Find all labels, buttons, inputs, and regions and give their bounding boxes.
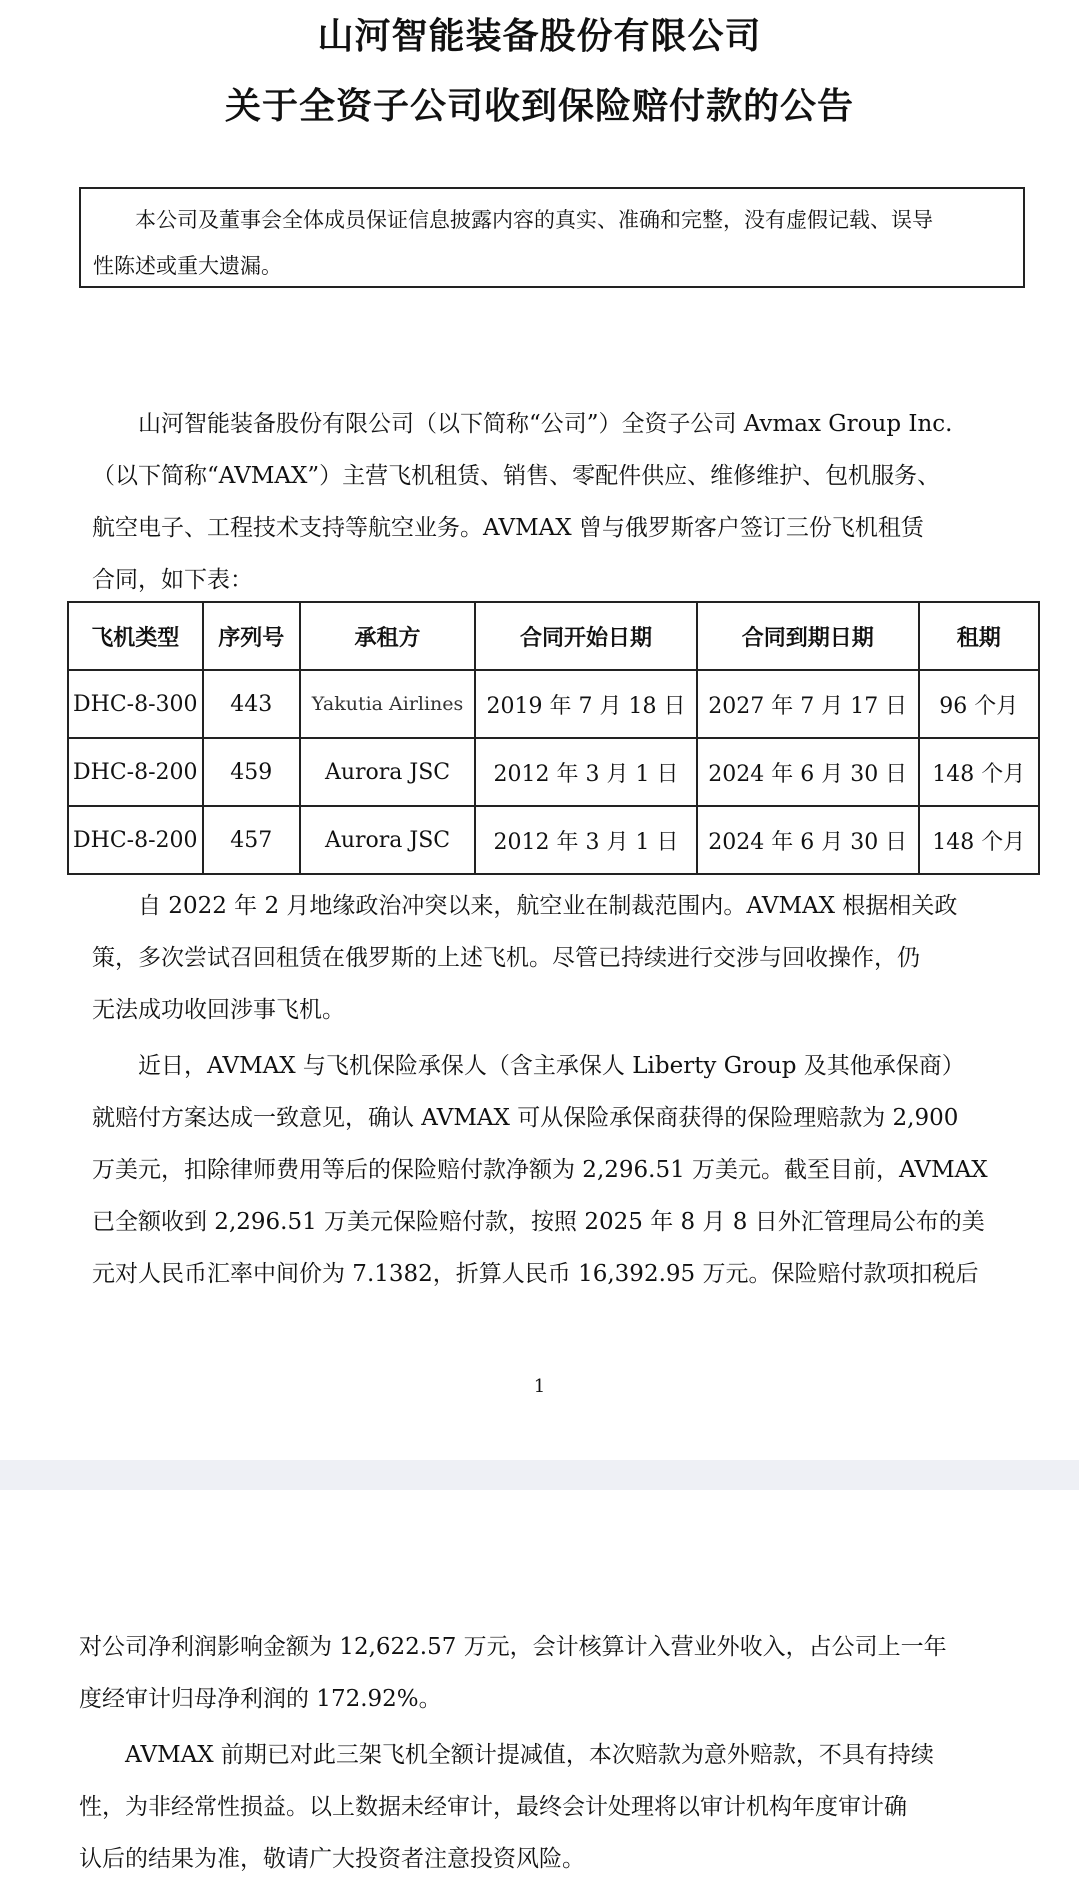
page-separator: [0, 1460, 1079, 1490]
lease-contracts-table: [67, 601, 1040, 875]
column-header-aircraft-type: 飞机类型: [68, 602, 203, 670]
table-cell: DHC-8-200: [68, 738, 203, 806]
table-header-row: [68, 602, 1039, 670]
table-cell: 459: [203, 738, 300, 806]
table-cell: DHC-8-300: [68, 670, 203, 738]
table-cell: Aurora JSC: [300, 806, 475, 874]
column-header-end-date: 合同到期日期: [697, 602, 919, 670]
board-guarantee-notice: [79, 187, 1025, 288]
text-line: 就赔付方案达成一致意见，确认 AVMAX 可从保险承保商获得的保险理赔款为 2,900: [92, 1105, 959, 1131]
table-cell: 96 个月: [919, 670, 1039, 738]
text-line: 合同，如下表：: [92, 567, 253, 593]
text-line: 万美元，扣除律师费用等后的保险赔付款净额为 2,296.51 万美元。截至目前，AVMAX: [92, 1157, 988, 1183]
text-line: （以下简称“AVMAX”）主营飞机租赁、销售、零配件供应、维修维护、包机服务、: [92, 463, 941, 489]
text-line: 性，为非经常性损益。以上数据未经审计，最终会计处理将以审计机构年度审计确: [79, 1794, 907, 1820]
table-cell: 148 个月: [919, 738, 1039, 806]
table-cell: DHC-8-200: [68, 806, 203, 874]
paragraph-insurance-settlement: [92, 1040, 1026, 1300]
paragraph-company-intro: [92, 398, 1026, 606]
document-title-announcement: 关于全资子公司收到保险赔付款的公告: [224, 86, 854, 127]
notice-line: 本公司及董事会全体成员保证信息披露内容的真实、准确和完整，没有虚假记载、误导: [135, 208, 933, 232]
table-cell: 148 个月: [919, 806, 1039, 874]
text-line: 自 2022 年 2 月地缘政治冲突以来，航空业在制裁范围内。AVMAX 根据相关政: [138, 893, 958, 919]
column-header-lease-term: 租期: [919, 602, 1039, 670]
table-cell: 2024 年 6 月 30 日: [697, 738, 919, 806]
document-title-company: 山河智能装备股份有限公司: [317, 16, 762, 57]
table-cell: 443: [203, 670, 300, 738]
paragraph-sanctions: [92, 880, 1026, 1036]
column-header-start-date: 合同开始日期: [475, 602, 697, 670]
table-row: [68, 806, 1039, 874]
column-header-serial-number: 序列号: [203, 602, 300, 670]
text-line: 山河智能装备股份有限公司（以下简称“公司”）全资子公司 Avmax Group Inc.: [138, 411, 953, 437]
text-line: 航空电子、工程技术支持等航空业务。AVMAX 曾与俄罗斯客户签订三份飞机租赁: [92, 515, 924, 541]
paragraph-risk-warning: [79, 1729, 1025, 1885]
text-line: 度经审计归母净利润的 172.92%。: [79, 1686, 442, 1712]
text-line: 近日，AVMAX 与飞机保险承保人（含主承保人 Liberty Group 及其他承保商）: [138, 1053, 965, 1079]
table-cell: 2019 年 7 月 18 日: [475, 670, 697, 738]
column-header-lessee: 承租方: [300, 602, 475, 670]
table-cell: 2027 年 7 月 17 日: [697, 670, 919, 738]
text-line: 认后的结果为准，敬请广大投资者注意投资风险。: [79, 1846, 585, 1872]
notice-line: 性陈述或重大遗漏。: [93, 254, 282, 278]
paragraph-profit-impact: [79, 1621, 1025, 1725]
text-line: 元对人民币汇率中间价为 7.1382，折算人民币 16,392.95 万元。保险赔付款项扣税后: [92, 1261, 979, 1287]
text-line: 策，多次尝试召回租赁在俄罗斯的上述飞机。尽管已持续进行交涉与回收操作，仍: [92, 945, 920, 971]
page-number: 1: [533, 1376, 546, 1397]
table-cell: Yakutia Airlines: [300, 670, 475, 738]
table-row: [68, 670, 1039, 738]
table-cell: 2012 年 3 月 1 日: [475, 738, 697, 806]
text-line: 已全额收到 2,296.51 万美元保险赔付款，按照 2025 年 8 月 8 日外汇管理局公布的美: [92, 1209, 985, 1235]
table-cell: 2024 年 6 月 30 日: [697, 806, 919, 874]
table-cell: 2012 年 3 月 1 日: [475, 806, 697, 874]
text-line: AVMAX 前期已对此三架飞机全额计提减值，本次赔款为意外赔款，不具有持续: [125, 1742, 934, 1768]
text-line: 对公司净利润影响金额为 12,622.57 万元，会计核算计入营业外收入，占公司上一年: [79, 1634, 947, 1660]
table-cell: Aurora JSC: [300, 738, 475, 806]
table-cell: 457: [203, 806, 300, 874]
text-line: 无法成功收回涉事飞机。: [92, 997, 345, 1023]
table-row: [68, 738, 1039, 806]
